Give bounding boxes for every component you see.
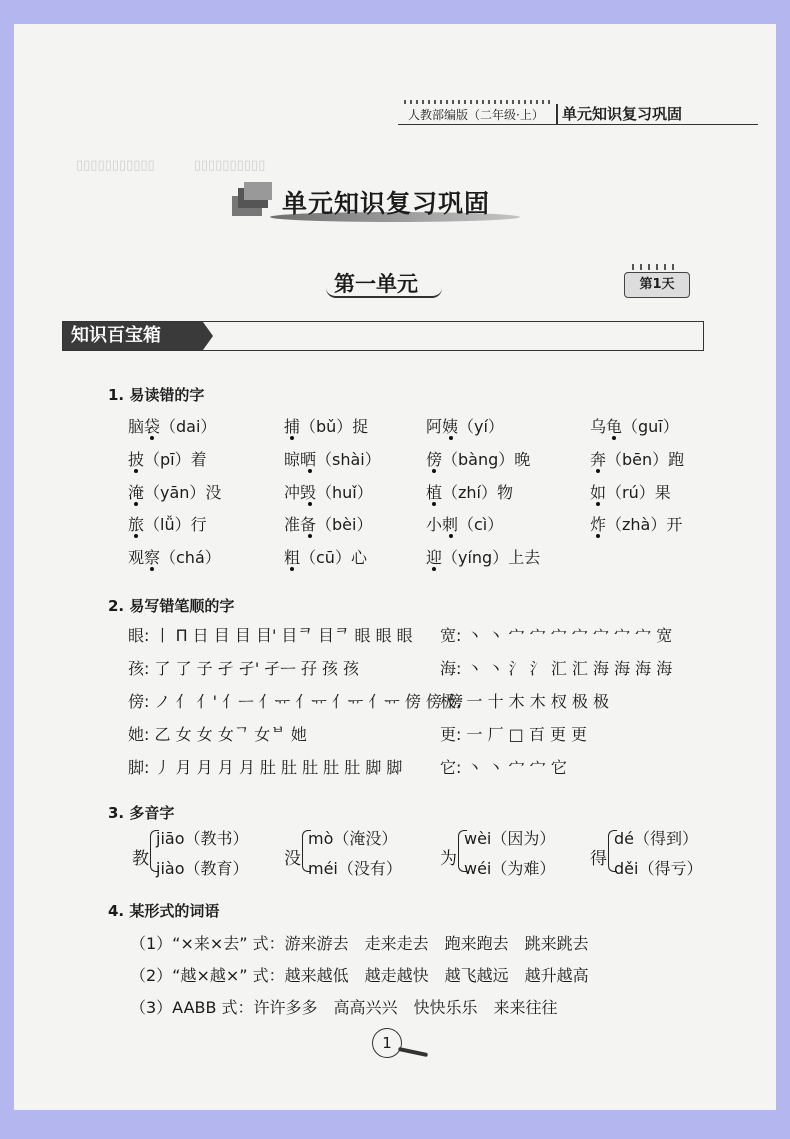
read-word: 旅（lǚ）行 bbox=[128, 515, 207, 534]
books-icon bbox=[230, 182, 274, 220]
poly-reading: děi（得亏） bbox=[614, 859, 703, 878]
emphasis-dot bbox=[449, 436, 453, 440]
stroke-order-row: 更: 一 厂 □ 百 更 更 bbox=[440, 725, 588, 744]
read-word: 脑袋（dai） bbox=[128, 417, 217, 436]
emphasis-dot bbox=[432, 502, 436, 506]
stroke-order-row: 孩: 了 了 子 孑 孑' 孑ᅳ 孖 孩 孩 bbox=[128, 659, 360, 678]
poly-reading: jiāo（教书） bbox=[156, 829, 249, 848]
read-word: 粗（cū）心 bbox=[284, 548, 367, 567]
read-word: 植（zhí）物 bbox=[426, 483, 513, 502]
read-word: 迎（yíng）上去 bbox=[426, 548, 541, 567]
stroke-order-row: 脚: 丿 月 月 月 月 肚 肚 肚 肚 肚 脚 脚 bbox=[128, 758, 403, 777]
header-book: 人教部编版（二年级·上） bbox=[408, 108, 544, 122]
emphasis-dot bbox=[134, 469, 138, 473]
poly-reading: mò（淹没） bbox=[308, 829, 398, 848]
unit-underline bbox=[326, 288, 442, 298]
stroke-order-row: 海: 丶 丶 氵 氵 汇 汇 海 海 海 海 bbox=[440, 659, 673, 678]
poly-reading: wéi（为难） bbox=[464, 859, 556, 878]
title-banner bbox=[230, 178, 560, 224]
poly-reading: dé（得到） bbox=[614, 829, 699, 848]
emphasis-dot bbox=[432, 469, 436, 473]
section-heading: 2. 易写错笔顺的字 bbox=[108, 597, 235, 615]
bleed-through: ▯▯▯▯▯▯▯▯▯▯▯ ▯▯▯▯▯▯▯▯▯▯ bbox=[76, 158, 266, 173]
day-badge: 第1天 bbox=[624, 272, 690, 298]
pattern-row: （3）AABB 式：许许多多 高高兴兴 快快乐乐 来来往往 bbox=[130, 998, 558, 1017]
poly-char: 没 bbox=[284, 849, 301, 869]
read-word: 准备（bèi） bbox=[284, 515, 373, 534]
page-number: 1 bbox=[372, 1028, 402, 1058]
section-heading: 4. 某形式的词语 bbox=[108, 902, 220, 920]
stroke-order-row: 傍: ノ 亻 亻' 亻ᅳ 亻ᅲ 亻ᅲ 亻ᅲ 亻ᅲ 傍 傍 傍 bbox=[128, 692, 464, 711]
knowledge-box-header bbox=[62, 321, 704, 351]
unit-title: 第一单元 bbox=[334, 272, 418, 296]
read-word: 炸（zhà）开 bbox=[590, 515, 683, 534]
stroke-order-row: 眼: 丨 Π 日 目 目 目' 目ᄏ 目ᄏ 眼 眼 眼 bbox=[128, 626, 413, 645]
poly-reading: wèi（因为） bbox=[464, 829, 556, 848]
emphasis-dot bbox=[308, 534, 312, 538]
header-section: 单元知识复习巩固 bbox=[562, 105, 683, 123]
read-word: 披（pī）着 bbox=[128, 450, 207, 469]
poly-char: 教 bbox=[132, 849, 149, 869]
pattern-row: （2）“越×越×” 式：越来越低 越走越快 越飞越远 越升越高 bbox=[130, 966, 589, 985]
read-word: 乌龟（guī） bbox=[590, 417, 679, 436]
read-word: 冲毁（huǐ） bbox=[284, 483, 373, 502]
read-word: 捕（bǔ）捉 bbox=[284, 417, 369, 436]
running-header bbox=[398, 100, 758, 126]
header-dots bbox=[404, 100, 554, 104]
stroke-order-row: 极: 一 十 木 木 杈 极 极 bbox=[440, 692, 609, 711]
emphasis-dot bbox=[596, 469, 600, 473]
poly-char: 得 bbox=[590, 849, 607, 869]
read-word: 淹（yān）没 bbox=[128, 483, 222, 502]
emphasis-dot bbox=[134, 534, 138, 538]
emphasis-dot bbox=[432, 567, 436, 571]
emphasis-dot bbox=[290, 436, 294, 440]
day-tab-dots bbox=[632, 264, 680, 270]
header-rule bbox=[398, 124, 758, 125]
read-word: 奔（bēn）跑 bbox=[590, 450, 685, 469]
emphasis-dot bbox=[596, 534, 600, 538]
stroke-order-row: 宽: 丶 丶 宀 宀 宀 宀 宀 宀 宀 宽 bbox=[440, 626, 673, 645]
section-heading: 1. 易读错的字 bbox=[108, 386, 205, 404]
read-word: 晾晒（shài） bbox=[284, 450, 381, 469]
emphasis-dot bbox=[308, 502, 312, 506]
read-word: 傍（bàng）晚 bbox=[426, 450, 531, 469]
poly-reading: jiào（教育） bbox=[156, 859, 249, 878]
stroke-order-row: 她: 乙 女 女 女ᄀ 女ᄇ 她 bbox=[128, 725, 307, 744]
section-heading: 3. 多音字 bbox=[108, 804, 175, 822]
emphasis-dot bbox=[134, 502, 138, 506]
stroke-order-row: 它: 丶 丶 宀 宀 它 bbox=[440, 758, 567, 777]
emphasis-dot bbox=[449, 534, 453, 538]
knowledge-box-label: 知识百宝箱 bbox=[63, 322, 203, 350]
page-title: 单元知识复习巩固 bbox=[282, 189, 491, 218]
read-word: 观察（chá） bbox=[128, 548, 221, 567]
emphasis-dot bbox=[290, 567, 294, 571]
emphasis-dot bbox=[612, 436, 616, 440]
emphasis-dot bbox=[596, 502, 600, 506]
poly-reading: méi（没有） bbox=[308, 859, 402, 878]
read-word: 如（rú）果 bbox=[590, 483, 671, 502]
header-divider bbox=[556, 104, 558, 124]
emphasis-dot bbox=[150, 567, 154, 571]
emphasis-dot bbox=[308, 469, 312, 473]
poly-char: 为 bbox=[440, 849, 457, 869]
emphasis-dot bbox=[150, 436, 154, 440]
read-word: 阿姨（yí） bbox=[426, 417, 504, 436]
pattern-row: （1）“×来×去” 式：游来游去 走来走去 跑来跑去 跳来跳去 bbox=[130, 934, 589, 953]
read-word: 小刺（cì） bbox=[426, 515, 504, 534]
